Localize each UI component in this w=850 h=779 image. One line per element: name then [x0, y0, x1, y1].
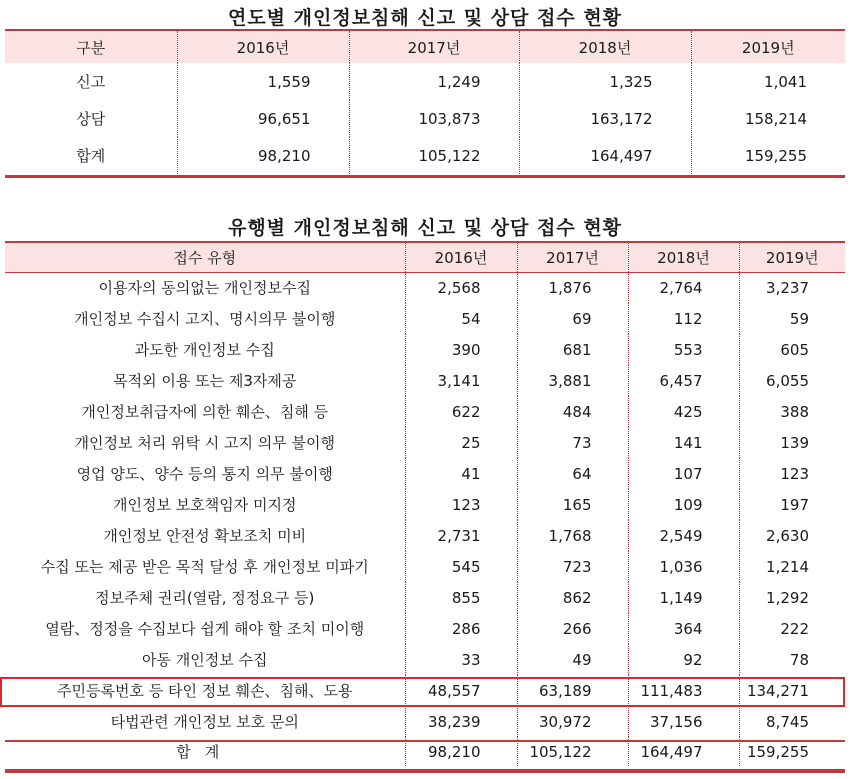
cell-value: 1,325 — [519, 63, 691, 100]
cell-value: 1,249 — [349, 63, 519, 100]
header-year: 2016년 — [177, 31, 349, 63]
cell-value: 98,210 — [177, 137, 349, 174]
cell-value: 622 — [405, 396, 517, 427]
table-row — [5, 334, 845, 365]
cell-value: 425 — [628, 396, 739, 427]
header-category: 구분 — [5, 31, 177, 63]
row-label: 개인정보 처리 위탁 시 고지 의무 불이행 — [74, 434, 335, 452]
cell-value: 553 — [628, 334, 739, 365]
row-label: 타법관련 개인정보 보호 문의 — [110, 713, 299, 731]
cell-value: 2,630 — [739, 520, 845, 551]
table-row — [5, 303, 845, 334]
table-row — [5, 613, 845, 644]
cell-value: 78 — [739, 644, 845, 675]
cell-value: 1,041 — [691, 63, 845, 100]
header-year: 2019년 — [739, 243, 845, 272]
cell-value: 163,172 — [519, 100, 691, 137]
table2-header-row — [5, 243, 845, 272]
row-label: 개인정보 수집시 고지、명시의무 불이행 — [74, 310, 336, 328]
cell-value: 855 — [405, 582, 517, 613]
cell-value: 3,237 — [739, 272, 845, 303]
cell-value: 25 — [405, 427, 517, 458]
row-label: 정보주체 권리(열람, 정정요구 등) — [95, 589, 315, 607]
table-row — [5, 582, 845, 613]
cell-value: 862 — [517, 582, 628, 613]
row-label: 개인정보 안전성 확보조치 미비 — [103, 527, 307, 545]
header-type: 접수 유형 — [5, 243, 405, 272]
table-row — [5, 458, 845, 489]
cell-value: 139 — [739, 427, 845, 458]
cell-value: 286 — [405, 613, 517, 644]
cell-value: 159,255 — [739, 737, 845, 766]
cell-value: 30,972 — [517, 706, 628, 737]
cell-value: 98,210 — [405, 737, 517, 766]
header-year: 2017년 — [349, 31, 519, 63]
cell-value: 111,483 — [628, 675, 739, 706]
cell-value: 37,156 — [628, 706, 739, 737]
cell-value: 105,122 — [517, 737, 628, 766]
row-label: 개인정보취급자에 의한 훼손、침해 등 — [81, 403, 329, 421]
row-label: 수집 또는 제공 받은 목적 달성 후 개인정보 미파기 — [40, 558, 369, 576]
cell-value: 6,055 — [739, 365, 845, 396]
table-row — [5, 706, 845, 737]
cell-value: 158,214 — [691, 100, 845, 137]
cell-value: 6,457 — [628, 365, 739, 396]
cell-value: 545 — [405, 551, 517, 582]
table-row — [5, 365, 845, 396]
table-row — [5, 520, 845, 551]
cell-value: 73 — [517, 427, 628, 458]
cell-value: 3,881 — [517, 365, 628, 396]
cell-value: 92 — [628, 644, 739, 675]
cell-value: 123 — [405, 489, 517, 520]
cell-value: 109 — [628, 489, 739, 520]
cell-value: 164,497 — [519, 137, 691, 174]
cell-value: 484 — [517, 396, 628, 427]
row-label: 주민등록번호 등 타인 정보 훼손、침해、도용 — [57, 682, 353, 700]
cell-value: 2,568 — [405, 272, 517, 303]
cell-value: 38,239 — [405, 706, 517, 737]
cell-value: 723 — [517, 551, 628, 582]
cell-value: 33 — [405, 644, 517, 675]
cell-value: 8,745 — [739, 706, 845, 737]
row-label: 아동 개인정보 수집 — [142, 651, 268, 669]
cell-value: 1,876 — [517, 272, 628, 303]
cell-value: 388 — [739, 396, 845, 427]
cell-value: 390 — [405, 334, 517, 365]
cell-value: 3,141 — [405, 365, 517, 396]
row-label: 목적외 이용 또는 제3자제공 — [113, 372, 297, 390]
row-label: 상담 — [76, 110, 106, 128]
highlight-box — [0, 677, 845, 707]
cell-value: 2,549 — [628, 520, 739, 551]
table-row — [5, 427, 845, 458]
cell-value: 134,271 — [739, 675, 845, 706]
cell-value: 64 — [517, 458, 628, 489]
cell-value: 63,189 — [517, 675, 628, 706]
cell-value: 364 — [628, 613, 739, 644]
table-row-total — [5, 137, 845, 174]
cell-value: 2,731 — [405, 520, 517, 551]
cell-value: 107 — [628, 458, 739, 489]
header-year: 2016년 — [405, 243, 517, 272]
cell-value: 2,764 — [628, 272, 739, 303]
cell-value: 48,557 — [405, 675, 517, 706]
table2-total-rule — [5, 740, 845, 742]
header-year: 2018년 — [519, 31, 691, 63]
cell-value: 165 — [517, 489, 628, 520]
cell-value: 105,122 — [349, 137, 519, 174]
table1-bottom-rule — [5, 175, 845, 178]
row-label: 신고 — [76, 73, 106, 91]
table1-title: 연도별 개인정보침해 신고 및 상담 접수 현황 — [227, 7, 623, 29]
row-label: 과도한 개인정보 수집 — [134, 341, 275, 359]
cell-value: 159,255 — [691, 137, 845, 174]
cell-value: 681 — [517, 334, 628, 365]
table-row — [5, 551, 845, 582]
table2-bottom-rule — [5, 769, 845, 773]
cell-value: 1,214 — [739, 551, 845, 582]
cell-value: 1,036 — [628, 551, 739, 582]
cell-value: 49 — [517, 644, 628, 675]
header-year: 2018년 — [628, 243, 739, 272]
cell-value: 197 — [739, 489, 845, 520]
row-label: 합계 — [76, 147, 106, 165]
header-year: 2017년 — [517, 243, 628, 272]
row-label: 개인정보 보호책임자 미지정 — [113, 496, 297, 514]
yearly-report-table — [5, 31, 845, 174]
row-label: 합계 — [176, 743, 234, 761]
cell-value: 164,497 — [628, 737, 739, 766]
cell-value: 222 — [739, 613, 845, 644]
table-row — [5, 63, 845, 100]
header-year: 2019년 — [691, 31, 845, 63]
cell-value: 1,292 — [739, 582, 845, 613]
cell-value: 1,559 — [177, 63, 349, 100]
cell-value: 1,149 — [628, 582, 739, 613]
cell-value: 266 — [517, 613, 628, 644]
cell-value: 54 — [405, 303, 517, 334]
table1-header-row — [5, 31, 845, 63]
table-row — [5, 396, 845, 427]
cell-value: 41 — [405, 458, 517, 489]
cell-value: 69 — [517, 303, 628, 334]
cell-value: 141 — [628, 427, 739, 458]
cell-value: 112 — [628, 303, 739, 334]
table-row — [5, 100, 845, 137]
cell-value: 1,768 — [517, 520, 628, 551]
cell-value: 123 — [739, 458, 845, 489]
row-label: 이용자의 동의없는 개인정보수집 — [98, 279, 311, 298]
table-row — [5, 489, 845, 520]
cell-value: 605 — [739, 334, 845, 365]
cell-value: 96,651 — [177, 100, 349, 137]
cell-value: 103,873 — [349, 100, 519, 137]
row-label: 열람、정정을 수집보다 쉽게 해야 할 조치 미이행 — [45, 620, 365, 638]
table-row — [5, 272, 845, 303]
table-row — [5, 644, 845, 675]
cell-value: 59 — [739, 303, 845, 334]
table2-title: 유행별 개인정보침해 신고 및 상담 접수 현황 — [227, 217, 623, 239]
row-label: 영업 양도、양수 등의 통지 의무 불이행 — [76, 465, 333, 483]
